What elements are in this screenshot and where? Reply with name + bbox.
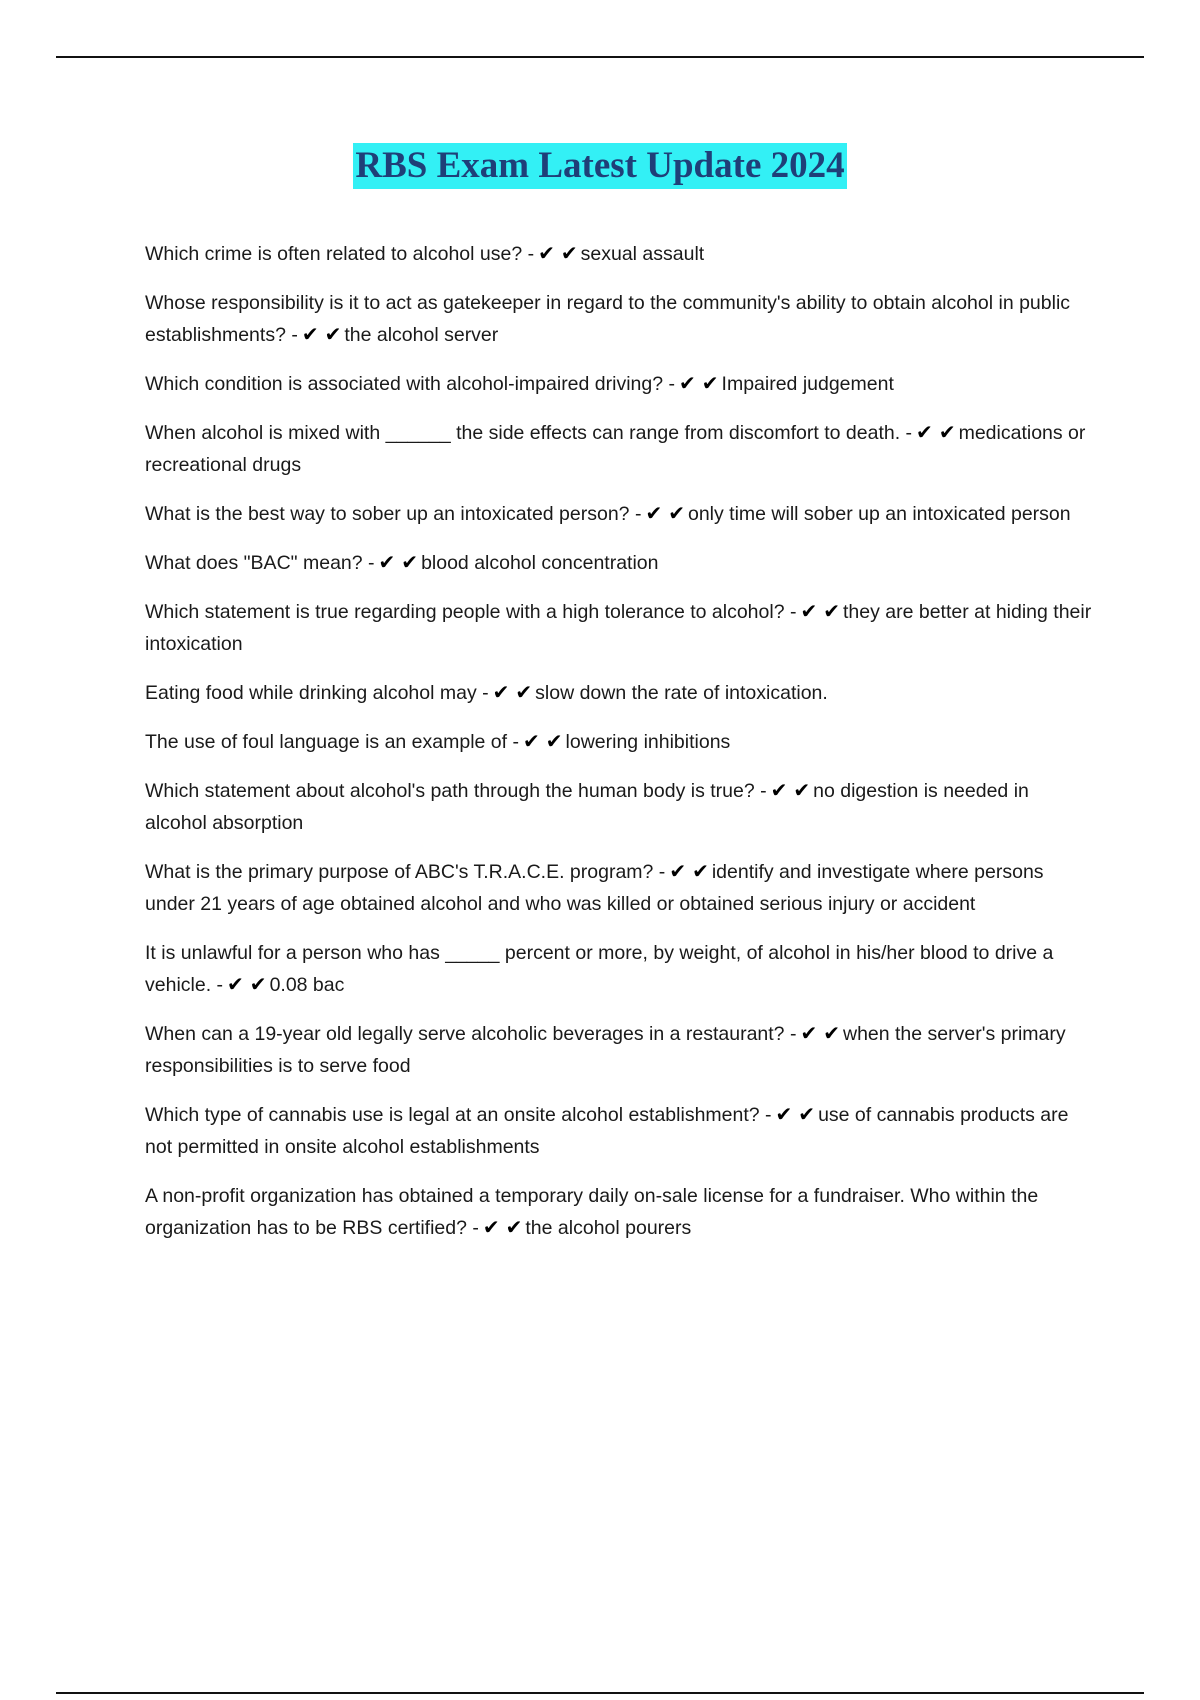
qa-list: [145, 238, 1095, 1261]
question-text: Which statement about alcohol's path through the human body is true? -: [145, 780, 767, 802]
answer-text: only time will sober up an intoxicated person: [687, 503, 1071, 525]
qa-item: [145, 498, 1095, 530]
check-icon: ✔: [538, 243, 555, 265]
qa-item: [145, 726, 1095, 758]
check-icon: ✔: [701, 373, 719, 395]
check-icon: ✔: [668, 503, 685, 525]
question-text: Which condition is associated with alcohol-impaired driving? -: [145, 373, 675, 395]
question-text: Which statement is true regarding people with a high tolerance to alcohol? -: [145, 601, 797, 623]
qa-item: [145, 547, 1095, 579]
check-icon: ✔: [775, 1104, 793, 1126]
qa-item: [145, 937, 1095, 1001]
check-icon: ✔: [560, 243, 578, 265]
qa-item: [145, 1018, 1095, 1082]
answer-text: Impaired judgement: [721, 373, 894, 395]
answer-text: they are better at hiding their intoxication: [145, 601, 1092, 655]
check-icon: ✔: [324, 324, 342, 346]
qa-item: [145, 417, 1095, 481]
qa-item: [145, 856, 1095, 920]
check-icon: ✔: [800, 601, 818, 623]
check-icon: ✔: [301, 324, 319, 346]
question-text: It is unlawful for a person who has _____ percent or more, by weight, of alcohol in his/her blood to drive a vehicle. -: [145, 942, 1054, 996]
answer-text: blood alcohol concentration: [421, 552, 659, 574]
answer-text: the alcohol pourers: [525, 1217, 692, 1239]
check-icon: ✔: [492, 682, 510, 704]
check-icon: ✔: [545, 731, 563, 753]
check-icon: ✔: [798, 1104, 816, 1126]
check-icon: ✔: [515, 682, 533, 704]
qa-item: [145, 677, 1095, 709]
qa-item: [145, 287, 1095, 351]
qa-item: [145, 775, 1095, 839]
qa-item: [145, 368, 1095, 400]
check-icon: ✔: [505, 1217, 523, 1239]
answer-text: no digestion is needed in alcohol absorption: [145, 780, 1029, 834]
answer-text: the alcohol server: [344, 324, 499, 346]
check-icon: ✔: [523, 731, 540, 753]
title-area: [0, 143, 1200, 189]
check-icon: ✔: [669, 861, 687, 883]
question-text: What is the best way to sober up an intoxicated person? -: [145, 503, 642, 525]
question-text: When alcohol is mixed with ______ the side effects can range from discomfort to death. -: [145, 422, 913, 444]
answer-text: when the server's primary responsibilities is to serve food: [145, 1023, 1066, 1077]
check-icon: ✔: [823, 1023, 840, 1045]
check-icon: ✔: [401, 552, 419, 574]
question-text: What is the primary purpose of ABC's T.R.A.C.E. program? -: [145, 861, 666, 883]
bottom-rule: [56, 1692, 1144, 1694]
check-icon: ✔: [916, 422, 933, 444]
question-text: When can a 19-year old legally serve alcoholic beverages in a restaurant? -: [145, 1023, 797, 1045]
check-icon: ✔: [800, 1023, 818, 1045]
document-title: RBS Exam Latest Update 2024: [353, 143, 846, 189]
check-icon: ✔: [793, 780, 811, 802]
answer-text: use of cannabis products are not permitted in onsite alcohol establishments: [145, 1104, 1069, 1158]
qa-item: [145, 238, 1095, 270]
question-text: The use of foul language is an example of -: [145, 731, 519, 753]
check-icon: ✔: [692, 861, 709, 883]
check-icon: ✔: [770, 780, 788, 802]
check-icon: ✔: [249, 974, 267, 996]
check-icon: ✔: [378, 552, 396, 574]
check-icon: ✔: [482, 1217, 500, 1239]
question-text: What does "BAC" mean? -: [145, 552, 375, 574]
check-icon: ✔: [227, 974, 244, 996]
question-text: Which crime is often related to alcohol use? -: [145, 243, 535, 265]
question-text: Which type of cannabis use is legal at an onsite alcohol establishment? -: [145, 1104, 772, 1126]
answer-text: identify and investigate where persons under 21 years of age obtained alcohol and who was killed or obtained serious injury or accident: [145, 861, 1044, 915]
answer-text: medications or recreational drugs: [145, 422, 1086, 476]
question-text: Whose responsibility is it to act as gatekeeper in regard to the community's ability to obtain alcohol in public establishments? -: [145, 292, 1071, 346]
top-rule: [56, 56, 1144, 58]
answer-text: sexual assault: [580, 243, 705, 265]
check-icon: ✔: [823, 601, 840, 623]
check-icon: ✔: [645, 503, 663, 525]
answer-text: lowering inhibitions: [565, 731, 731, 753]
check-icon: ✔: [938, 422, 956, 444]
answer-text: slow down the rate of intoxication.: [535, 682, 828, 704]
qa-item: [145, 596, 1095, 660]
check-icon: ✔: [679, 373, 696, 395]
qa-item: [145, 1099, 1095, 1163]
answer-text: 0.08 bac: [269, 974, 345, 996]
question-text: A non-profit organization has obtained a temporary daily on-sale license for a fundraiser. Who within the organization has to be RBS certified? -: [145, 1185, 1039, 1239]
qa-item: [145, 1180, 1095, 1244]
question-text: Eating food while drinking alcohol may -: [145, 682, 489, 704]
